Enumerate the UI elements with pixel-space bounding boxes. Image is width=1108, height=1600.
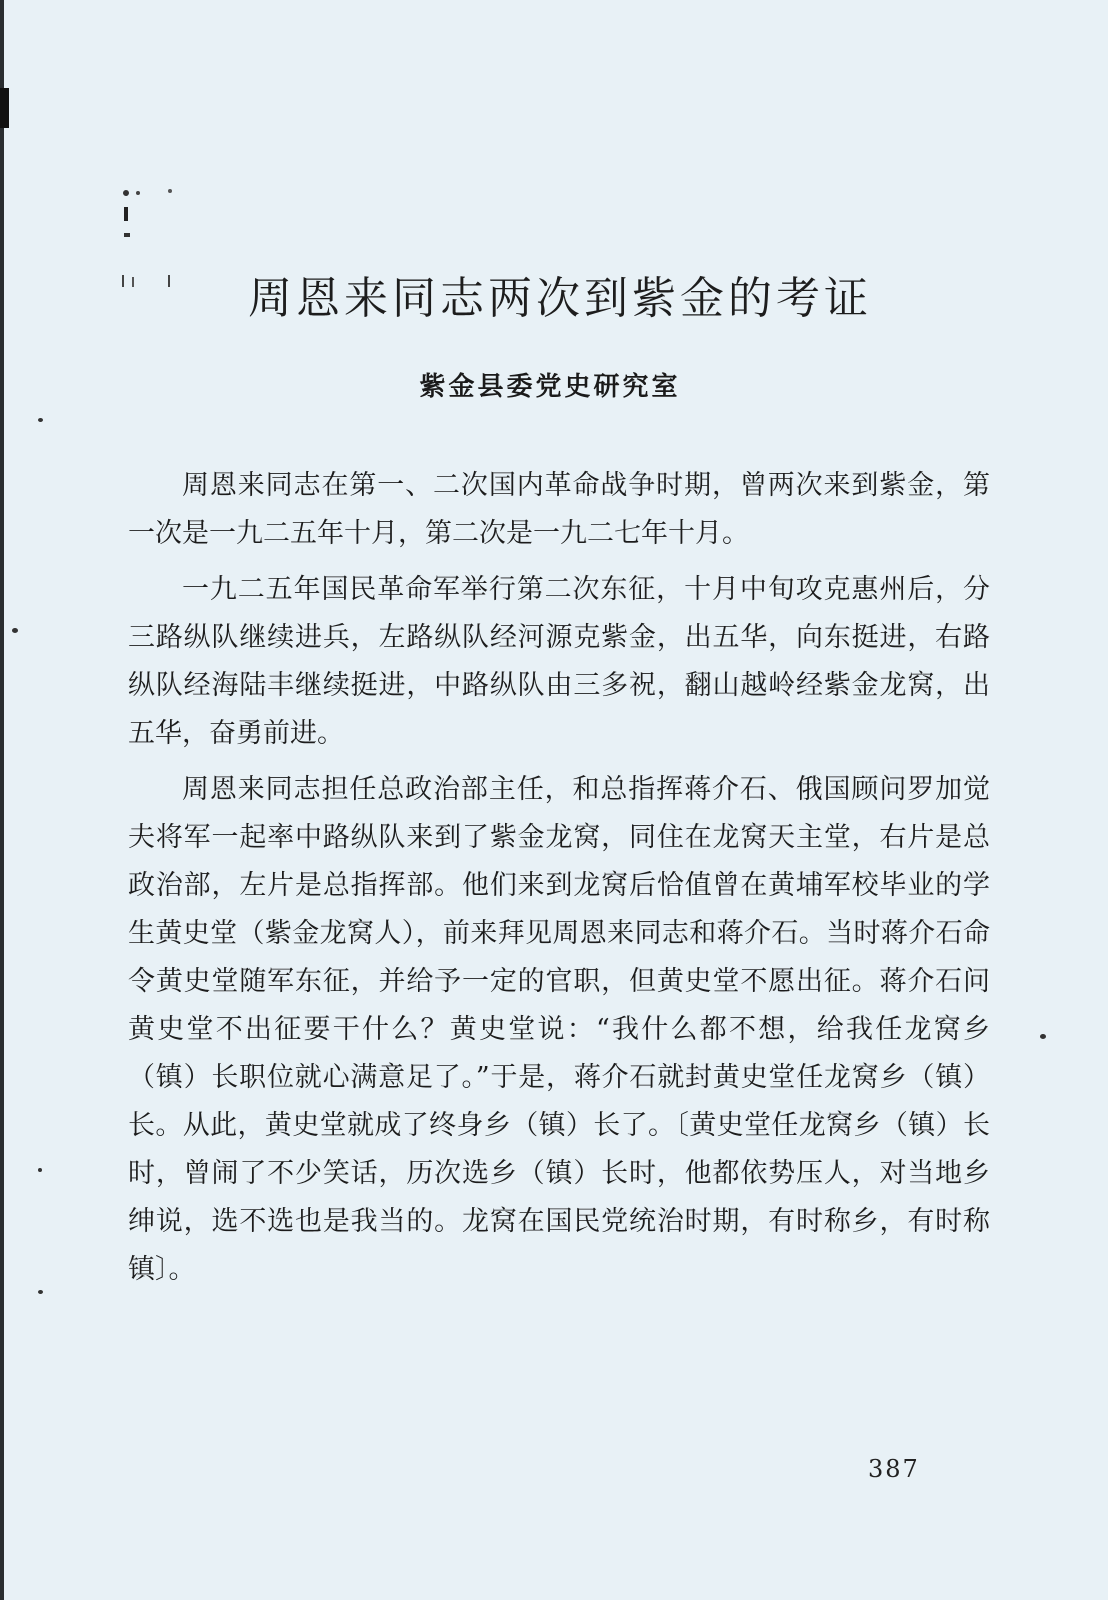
article-title: 周恩来同志两次到紫金的考证 (248, 273, 872, 324)
paragraph: 周恩来同志担任总政治部主任，和总指挥蒋介石、俄国顾问罗加觉夫将军一起率中路纵队来到了紫金龙窝，同住在龙窝天主堂，右片是总政治部，左片是总指挥部。他们来到龙窝后恰值曾在黄埔军校毕业的学生黄史堂（紫金龙窝人），前来拜见周恩来同志和蒋介石。当时蒋介石命令黄史堂随军东征，并给予一定的官职，但黄史堂不愿出征。蒋介石问黄史堂不出征要干什么？黄史堂说：“我什么都不想，给我任龙窝乡（镇）长职位就心满意足了。”于是，蒋介石就封黄史堂任龙窝乡（镇）长。从此，黄史堂就成了终身乡（镇）长了。〔黄史堂任龙窝乡（镇）长时，曾闹了不少笑话，历次选乡（镇）长时，他都依势压人，对当地乡绅说，选不选也是我当的。龙窝在国民党统治时期，有时称乡，有时称镇〕。 (128, 774, 990, 1285)
scan-speck (38, 1168, 42, 1172)
scan-speck (38, 418, 43, 422)
paragraph: 一九二五年国民革命军举行第二次东征，十月中旬攻克惠州后，分三路纵队继续进兵，左路纵队经河源克紫金，出五华，向东挺进，右路纵队经海陆丰继续挺进，中路纵队由三多祝，翻山越岭经紫金龙窝，出五华，奋勇前进。 (128, 574, 990, 749)
paragraph: 周恩来同志在第一、二次国内革命战争时期，曾两次来到紫金，第一次是一九二五年十月，第二次是一九二七年十月。 (128, 470, 990, 549)
scan-edge-shadow (0, 0, 4, 1600)
article-body (128, 462, 990, 1302)
scan-speck (38, 1290, 43, 1294)
scan-speck (1040, 1034, 1046, 1039)
scan-edge-mark (0, 88, 9, 128)
article-author: 紫金县委党史研究室 (419, 372, 681, 402)
scan-speck (12, 628, 18, 633)
scan-artifact-marks (108, 185, 188, 305)
page-number: 387 (868, 1455, 920, 1483)
